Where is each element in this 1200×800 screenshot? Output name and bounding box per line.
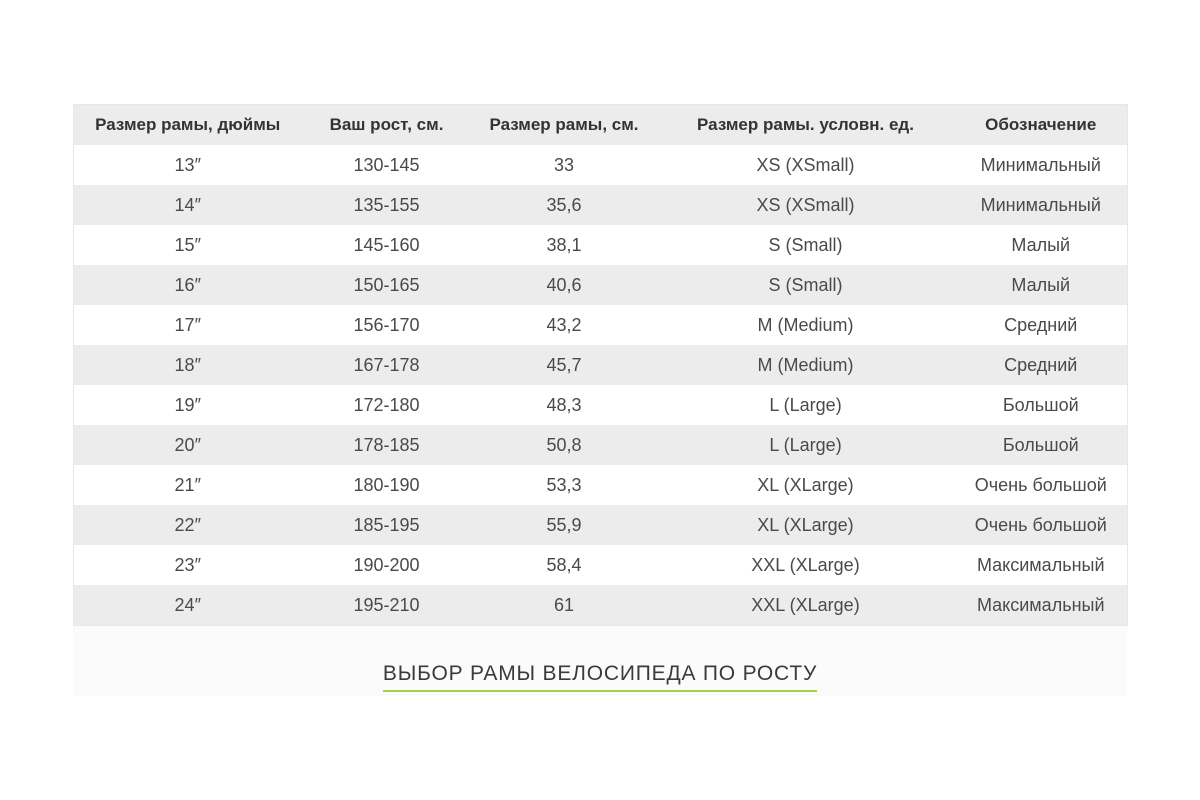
header-frame-size-code: Размер рамы. условн. ед. [697, 115, 914, 134]
cell-frame-size-code: XS (XSmall) [756, 154, 855, 175]
cell-designation: Средний [1004, 354, 1078, 375]
cell-height-cm: 135-155 [353, 194, 420, 215]
cell-designation: Большой [1002, 434, 1079, 455]
cell-frame-size-code: M (Medium) [757, 354, 854, 375]
cell-frame-cm: 38,1 [546, 234, 582, 255]
cell-height-cm: 195-210 [353, 594, 420, 615]
cell-frame-cm: 40,6 [546, 274, 582, 295]
header-designation: Обозначение [985, 115, 1097, 134]
cell-frame-inches: 20″ [174, 434, 201, 455]
table-row [74, 585, 1128, 626]
cell-height-cm: 190-200 [353, 554, 420, 575]
cell-frame-cm: 58,4 [546, 554, 582, 575]
cell-frame-size-code: XL (XLarge) [757, 514, 854, 535]
caption-link-container [0, 662, 1200, 692]
header-frame-cm: Размер рамы, см. [489, 115, 639, 134]
cell-frame-inches: 19″ [174, 394, 201, 415]
table-row [74, 145, 1128, 185]
cell-height-cm: 167-178 [353, 354, 420, 375]
cell-height-cm: 172-180 [353, 394, 420, 415]
table-body [74, 145, 1128, 626]
cell-designation: Большой [1002, 394, 1079, 415]
cell-frame-cm: 35,6 [546, 194, 582, 215]
table-row [74, 425, 1128, 465]
cell-frame-cm: 50,8 [546, 434, 582, 455]
cell-height-cm: 185-195 [353, 514, 420, 535]
cell-frame-size-code: XL (XLarge) [757, 474, 854, 495]
frame-size-table [73, 104, 1128, 626]
cell-designation: Очень большой [974, 474, 1107, 495]
cell-frame-inches: 23″ [174, 554, 201, 575]
cell-frame-inches: 18″ [174, 354, 201, 375]
cell-designation: Максимальный [976, 554, 1105, 575]
cell-frame-cm: 43,2 [546, 314, 582, 335]
cell-frame-size-code: XXL (XLarge) [751, 594, 860, 615]
cell-designation: Максимальный [976, 594, 1105, 615]
cell-designation: Средний [1004, 314, 1078, 335]
cell-designation: Малый [1011, 234, 1071, 255]
table-row [74, 505, 1128, 545]
cell-frame-size-code: S (Small) [768, 234, 843, 255]
cell-designation: Минимальный [980, 154, 1101, 175]
frame-by-height-link[interactable]: ВЫБОР РАМЫ ВЕЛОСИПЕДА ПО РОСТУ [383, 662, 817, 692]
cell-designation: Минимальный [980, 194, 1101, 215]
cell-height-cm: 180-190 [353, 474, 420, 495]
cell-frame-size-code: L (Large) [769, 434, 842, 455]
table-row [74, 305, 1128, 345]
cell-frame-cm: 33 [553, 154, 575, 175]
cell-frame-size-code: XS (XSmall) [756, 194, 855, 215]
table-row [74, 225, 1128, 265]
cell-height-cm: 178-185 [353, 434, 420, 455]
cell-frame-inches: 14″ [174, 194, 201, 215]
cell-frame-size-code: L (Large) [769, 394, 842, 415]
cell-height-cm: 150-165 [353, 274, 420, 295]
cell-frame-cm: 61 [553, 594, 575, 615]
cell-frame-inches: 16″ [174, 274, 201, 295]
header-height-cm: Ваш рост, см. [329, 115, 444, 134]
cell-frame-cm: 53,3 [546, 474, 582, 495]
cell-frame-cm: 48,3 [546, 394, 582, 415]
cell-frame-inches: 22″ [174, 514, 201, 535]
cell-designation: Малый [1011, 274, 1071, 295]
cell-frame-inches: 21″ [174, 474, 201, 495]
table-row [74, 385, 1128, 425]
table-row [74, 465, 1128, 505]
cell-frame-size-code: M (Medium) [757, 314, 854, 335]
cell-height-cm: 145-160 [353, 234, 420, 255]
cell-frame-size-code: XXL (XLarge) [751, 554, 860, 575]
cell-frame-inches: 13″ [174, 154, 201, 175]
cell-frame-cm: 45,7 [546, 354, 582, 375]
table-header [74, 105, 1128, 146]
cell-frame-inches: 24″ [174, 594, 201, 615]
cell-height-cm: 130-145 [353, 154, 420, 175]
cell-height-cm: 156-170 [353, 314, 420, 335]
table-row [74, 265, 1128, 305]
table-row [74, 345, 1128, 385]
table-row [74, 185, 1128, 225]
header-row [74, 105, 1128, 146]
cell-frame-size-code: S (Small) [768, 274, 843, 295]
cell-frame-inches: 17″ [174, 314, 201, 335]
cell-frame-inches: 15″ [174, 234, 201, 255]
table-row [74, 545, 1128, 585]
cell-designation: Очень большой [974, 514, 1107, 535]
cell-frame-cm: 55,9 [546, 514, 582, 535]
header-frame-inches: Размер рамы, дюймы [95, 115, 281, 134]
